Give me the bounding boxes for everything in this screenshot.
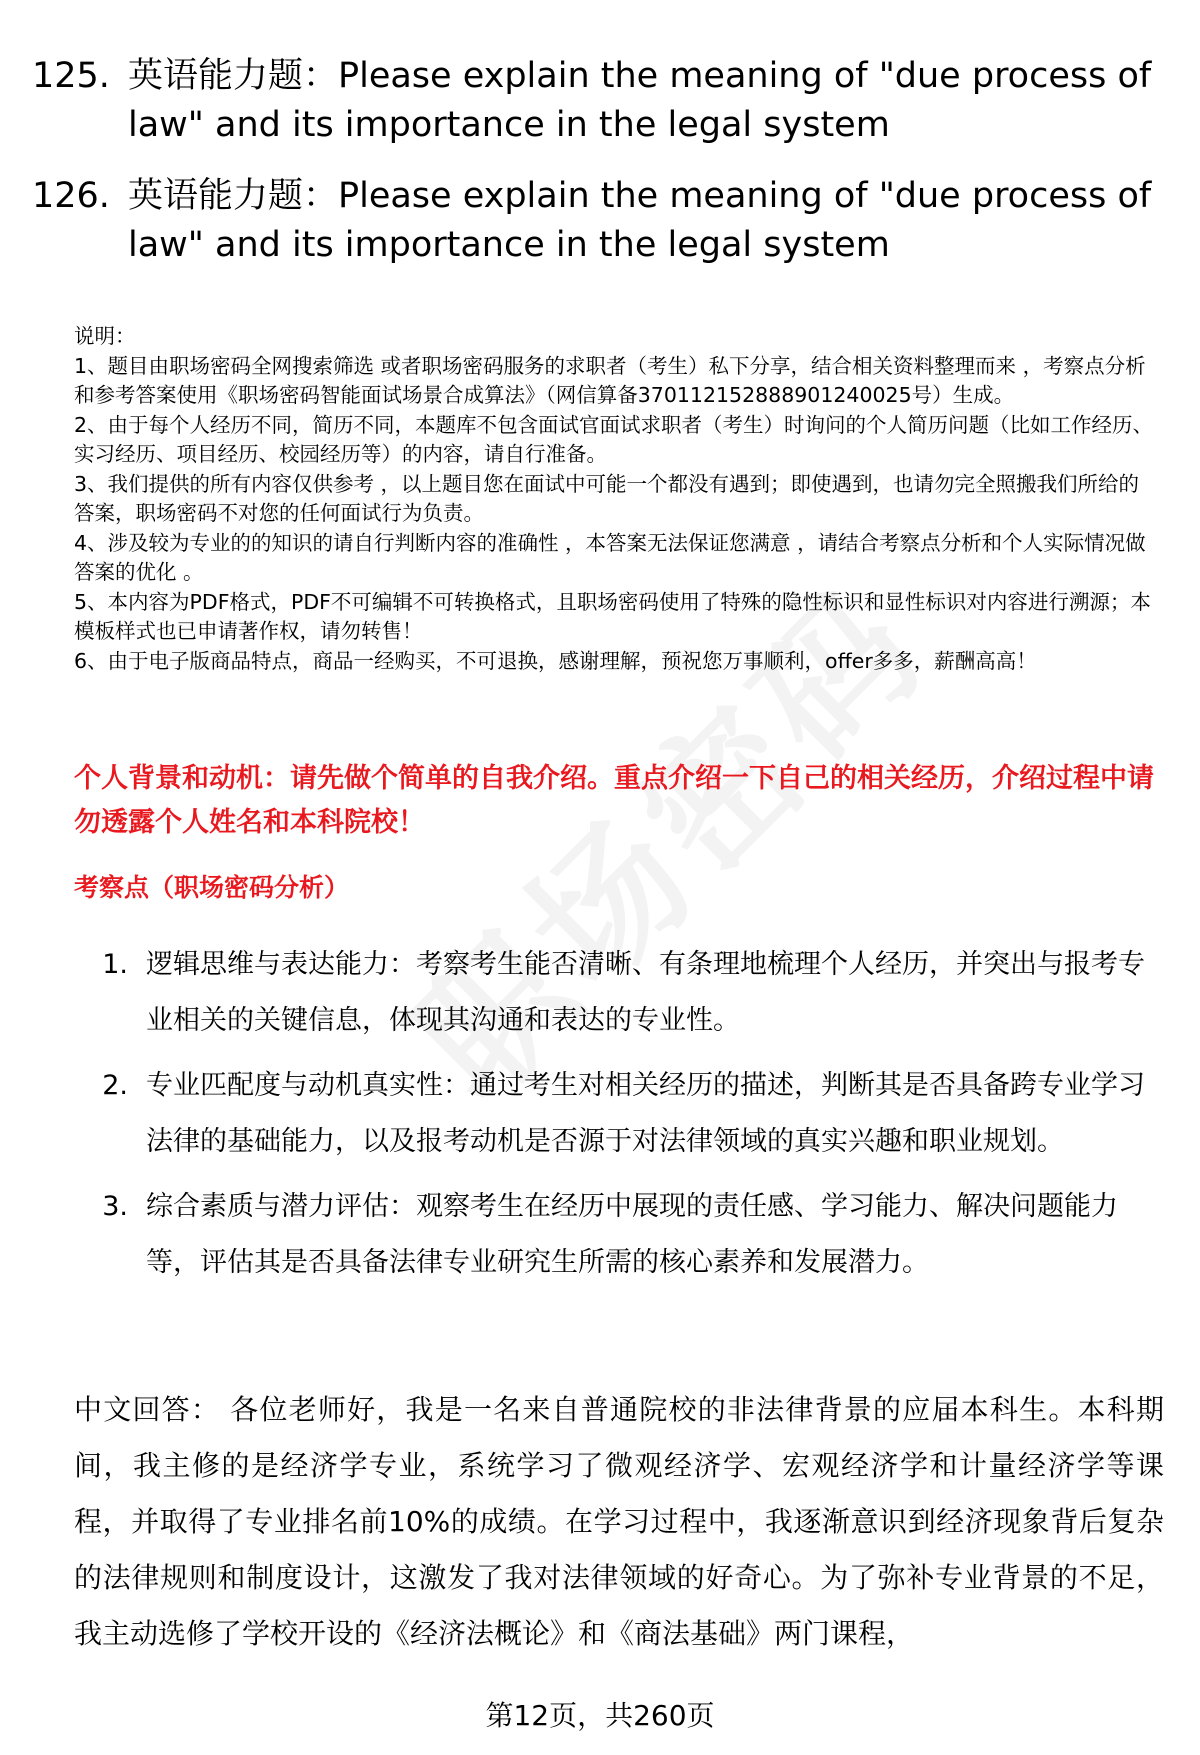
page-footer: 第12页，共260页 bbox=[485, 1699, 715, 1732]
list-item-number: 2. bbox=[102, 1070, 128, 1101]
note-item: 1、题目由职场密码全网搜索筛选 或者职场密码服务的求职者（考生）私下分享，结合相关资料整理而来 ，考察点分析和参考答案使用《职场密码智能面试场景合成算法》（网信算备370112152888901240025号）生成。 bbox=[74, 353, 1146, 407]
answer-paragraph: 中文回答： 各位老师好，我是一名来自普通院校的非法律背景的应届本科生。本科期间，我主修的是经济学专业，系统学习了微观经济学、宏观经济学和计量经济学等课程，并取得了专业排名前10%的成绩。在学习过程中，我逐渐意识到经济现象背后复杂的法律规则和制度设计，这激发了我对法律领域的好奇心。为了弥补专业背景的不足，我主动选修了学校开设的《经济法概论》和《商法基础》两门课程， bbox=[74, 1393, 1164, 1650]
note-item: 6、由于电子版商品特点，商品一经购买，不可退换，感谢理解，预祝您万事顺利，offer多多，薪酬高高！ bbox=[74, 648, 1037, 673]
analysis-title: 考察点（职场密码分析） bbox=[74, 873, 350, 902]
question-text: 英语能力题：Please explain the meaning of "due process of law" and its importance in the legal system bbox=[128, 176, 1152, 265]
list-item-text: 综合素质与潜力评估：观察考生在经历中展现的责任感、学习能力、解决问题能力等，评估其是否具备法律专业研究生所需的核心素养和发展潜力。 bbox=[146, 1191, 1118, 1278]
list-item bbox=[74, 1179, 1164, 1291]
question-125 bbox=[32, 52, 1172, 150]
note-item: 2、由于每个人经历不同，简历不同，本题库不包含面试官面试求职者（考生）时询问的个人简历问题（比如工作经历、实习经历、项目经历、校园经历等）的内容，请自行准备。 bbox=[74, 412, 1154, 466]
note-item: 5、本内容为PDF格式，PDF不可编辑不可转换格式，且职场密码使用了特殊的隐性标识和显性标识对内容进行溯源；本模板样式也已申请著作权，请勿转售！ bbox=[74, 589, 1151, 643]
list-item-text: 专业匹配度与动机真实性：通过考生对相关经历的描述，判断其是否具备跨专业学习法律的基础能力，以及报考动机是否源于对法律领域的真实兴趣和职业规划。 bbox=[146, 1070, 1145, 1157]
list-item bbox=[74, 1058, 1164, 1170]
list-item-text: 逻辑思维与表达能力：考察考生能否清晰、有条理地梳理个人经历，并突出与报考专业相关的关键信息，体现其沟通和表达的专业性。 bbox=[146, 949, 1145, 1036]
question-number: 125. bbox=[32, 56, 110, 96]
section-title: 个人背景和动机：请先做个简单的自我介绍。重点介绍一下自己的相关经历，介绍过程中请勿透露个人姓名和本科院校！ bbox=[74, 763, 1154, 838]
disclaimer-notes bbox=[74, 322, 1154, 676]
analysis-points bbox=[74, 937, 1164, 1300]
question-text: 英语能力题：Please explain the meaning of "due process of law" and its importance in the legal system bbox=[128, 56, 1152, 145]
list-item-number: 1. bbox=[102, 949, 128, 980]
note-item: 4、涉及较为专业的的知识的请自行判断内容的准确性 ，本答案无法保证您满意 ，请结合考察点分析和个人实际情况做答案的优化 。 bbox=[74, 530, 1146, 584]
list-item bbox=[74, 937, 1164, 1049]
question-126 bbox=[32, 172, 1172, 270]
list-item-number: 3. bbox=[102, 1191, 128, 1222]
question-number: 126. bbox=[32, 176, 110, 216]
note-item: 3、我们提供的所有内容仅供参考 ，以上题目您在面试中可能一个都没有遇到；即使遇到，也请勿完全照搬我们所给的答案，职场密码不对您的任何面试行为负责。 bbox=[74, 471, 1140, 525]
notes-heading: 说明： bbox=[74, 324, 136, 348]
